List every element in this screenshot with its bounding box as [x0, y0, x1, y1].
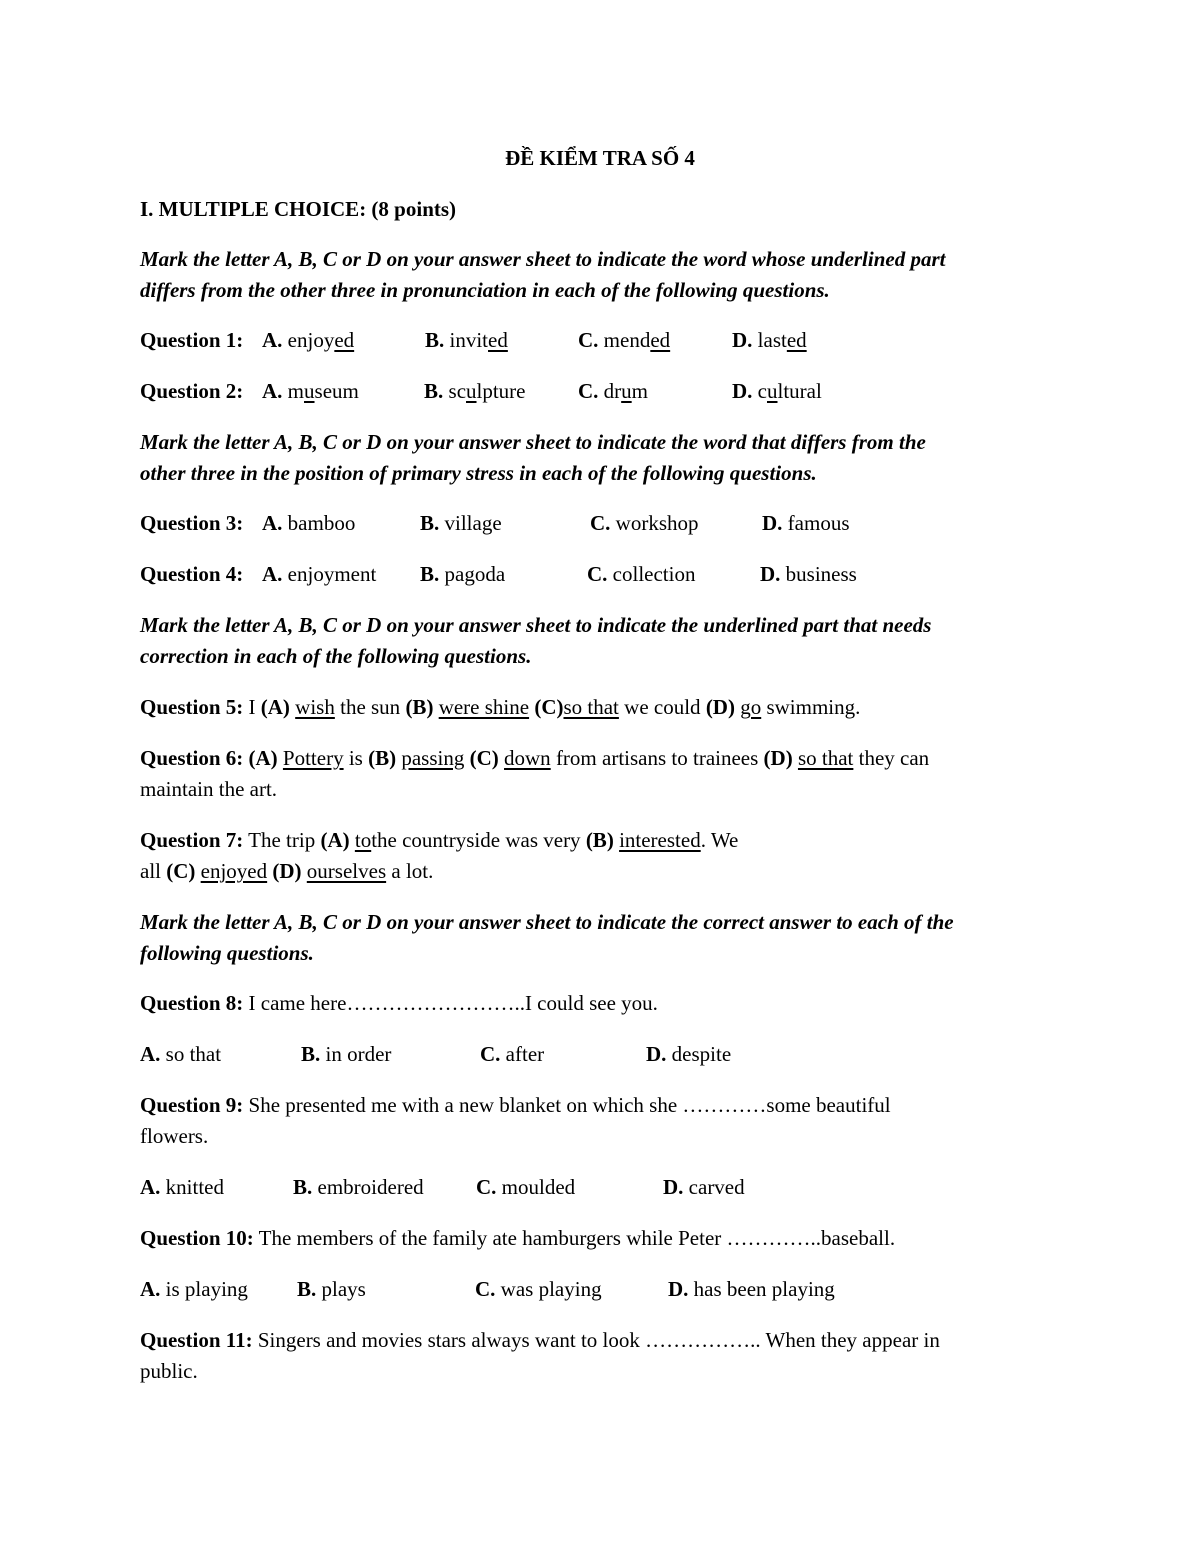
question-4-option-a: A. enjoyment: [262, 562, 377, 586]
question-4: [140, 561, 857, 587]
question-6: Question 6: (A) Pottery is (B) passing (C) down from artisans to trainees (D) so that they can: [140, 746, 930, 770]
question-10-stem: The members of the family ate hamburgers while Peter …………..baseball.: [258, 1226, 896, 1250]
question-4-label: Question 4:: [140, 562, 244, 586]
question-9-option-c: C. moulded: [476, 1175, 576, 1199]
question-3-label: Question 3:: [140, 511, 244, 535]
instruction-correction-line-2: correction in each of the following questions.: [140, 644, 532, 668]
instruction-stress-line-2: other three in the position of primary stress in each of the following questions.: [140, 461, 817, 485]
question-3-option-a: A. bamboo: [262, 511, 356, 535]
question-2: [140, 378, 822, 404]
question-8-option-b: B. in order: [301, 1042, 392, 1066]
question-8-option-c: C. after: [480, 1042, 545, 1066]
question-8-stem: I came here……………………..I could see you.: [248, 991, 658, 1015]
question-7-part-d: ourselves: [306, 859, 387, 883]
question-6-line-2: maintain the art.: [140, 777, 278, 801]
question-11-stem: Singers and movies stars always want to look …………….. When they appear in: [257, 1328, 940, 1352]
question-9-label: Question 9:: [140, 1093, 244, 1117]
question-6-part-a: Pottery: [282, 746, 344, 770]
question-7: Question 7: The trip (A) tothe countryside was very (B) interested. We: [140, 828, 739, 852]
question-1-option-a: A. enjoyed: [262, 328, 355, 352]
question-2-option-a: A. museum: [262, 379, 359, 403]
question-6-part-c: down: [504, 746, 551, 770]
question-11: [140, 1327, 940, 1353]
question-1-option-b: B. invited: [425, 328, 508, 352]
question-8: [140, 990, 658, 1016]
question-3-option-c: C. workshop: [590, 511, 699, 535]
question-5-part-c: so that: [563, 695, 619, 719]
question-8-label: Question 8:: [140, 991, 244, 1015]
question-5-part-a: wish: [295, 695, 335, 719]
question-2-label: Question 2:: [140, 379, 244, 403]
question-5-label: Question 5:: [140, 695, 244, 719]
question-7-line-2: all (C) enjoyed (D) ourselves a lot.: [140, 859, 434, 883]
question-2-option-b: B. sculpture: [424, 379, 526, 403]
question-10-option-d: D. has been playing: [668, 1277, 835, 1301]
question-1-option-d: D. lasted: [732, 328, 807, 352]
instruction-correction-line-1: Mark the letter A, B, C or D on your answer sheet to indicate the underlined part that needs: [140, 613, 932, 637]
question-9-stem-line-2: flowers.: [140, 1124, 209, 1148]
question-10-option-b: B. plays: [297, 1277, 366, 1301]
question-7-part-c: enjoyed: [200, 859, 268, 883]
question-7-part-a: to: [354, 828, 372, 852]
question-4-option-b: B. pagoda: [420, 562, 506, 586]
question-1: [140, 327, 807, 353]
section-heading: I. MULTIPLE CHOICE: (8 points): [140, 197, 457, 221]
question-3-option-d: D. famous: [762, 511, 850, 535]
question-3: [140, 510, 850, 536]
question-5-part-b: were shine: [438, 695, 530, 719]
question-8-option-d: D. despite: [646, 1042, 732, 1066]
question-1-label: Question 1:: [140, 328, 244, 352]
question-1-option-c: C. mended: [578, 328, 671, 352]
instruction-pronunciation-line-1: Mark the letter A, B, C or D on your answer sheet to indicate the word whose underlined part: [140, 247, 946, 271]
question-2-option-c: C. drum: [578, 379, 649, 403]
page-title: ĐỀ KIỂM TRA SỐ 4: [505, 146, 695, 170]
question-9-stem: She presented me with a new blanket on which she …………some beautiful: [248, 1093, 891, 1117]
question-9-option-d: D. carved: [663, 1175, 745, 1199]
question-5: Question 5: I (A) wish the sun (B) were shine (C)so that we could (D) go swimming.: [140, 695, 861, 719]
question-9: [140, 1092, 891, 1118]
question-4-option-d: D. business: [760, 562, 857, 586]
question-6-part-d: so that: [797, 746, 854, 770]
question-10-label: Question 10:: [140, 1226, 254, 1250]
question-11-stem-line-2: public.: [140, 1359, 198, 1383]
question-7-label: Question 7:: [140, 828, 244, 852]
question-10: [140, 1225, 895, 1251]
instruction-stress-line-1: Mark the letter A, B, C or D on your answer sheet to indicate the word that differs from the: [140, 430, 926, 454]
question-9-option-b: B. embroidered: [293, 1175, 424, 1199]
question-2-option-d: D. cultural: [732, 379, 822, 403]
question-4-option-c: C. collection: [587, 562, 696, 586]
question-8-option-a: A. so that: [140, 1042, 222, 1066]
question-6-part-b: passing: [401, 746, 465, 770]
instruction-correct-line-2: following questions.: [140, 941, 314, 965]
question-7-part-b: interested: [619, 828, 701, 852]
instruction-correct-line-1: Mark the letter A, B, C or D on your answer sheet to indicate the correct answer to each of the: [140, 910, 954, 934]
question-10-option-c: C. was playing: [475, 1277, 602, 1301]
question-6-label: Question 6:: [140, 746, 244, 770]
question-10-option-a: A. is playing: [140, 1277, 248, 1301]
question-3-option-b: B. village: [420, 511, 502, 535]
instruction-pronunciation-line-2: differs from the other three in pronunciation in each of the following questions.: [140, 278, 830, 302]
question-9-option-a: A. knitted: [140, 1175, 224, 1199]
question-11-label: Question 11:: [140, 1328, 253, 1352]
question-5-part-d: go: [740, 695, 762, 719]
